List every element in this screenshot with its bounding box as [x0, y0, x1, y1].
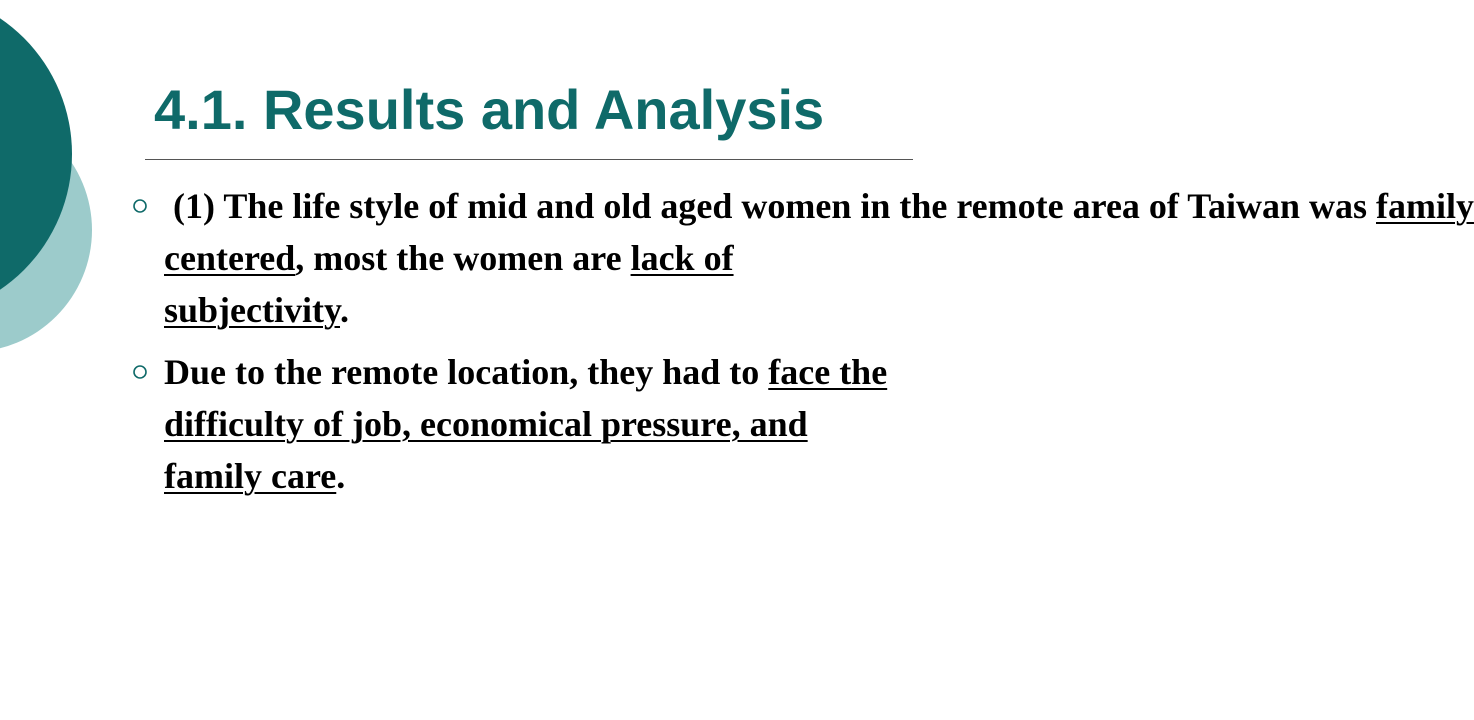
bullet-item-remote-location — [128, 346, 888, 502]
underlined-phrase: face the difficulty of job, economical pressure, and family care — [164, 352, 888, 496]
bullet-text: Due to the remote location, they had to — [164, 352, 769, 392]
underlined-phrase: family centered — [164, 186, 1474, 278]
hollow-circle-icon — [128, 346, 154, 398]
hollow-circle-icon — [128, 180, 154, 232]
bullet-text: . — [340, 290, 349, 330]
underlined-phrase: lack of subjectivity — [164, 238, 734, 330]
decorative-circles — [0, 0, 110, 400]
bullet-text: . — [336, 456, 346, 496]
bullet-item-life-style — [128, 180, 1474, 336]
bullet-list — [128, 180, 1474, 502]
bullet-text: (1) The life style of mid and old aged women in the remote area of Taiwan was — [164, 186, 1376, 226]
bullet-text: , most the women are — [295, 238, 631, 278]
title-divider — [145, 159, 913, 160]
slide-title: 4.1. Results and Analysis — [154, 78, 825, 141]
